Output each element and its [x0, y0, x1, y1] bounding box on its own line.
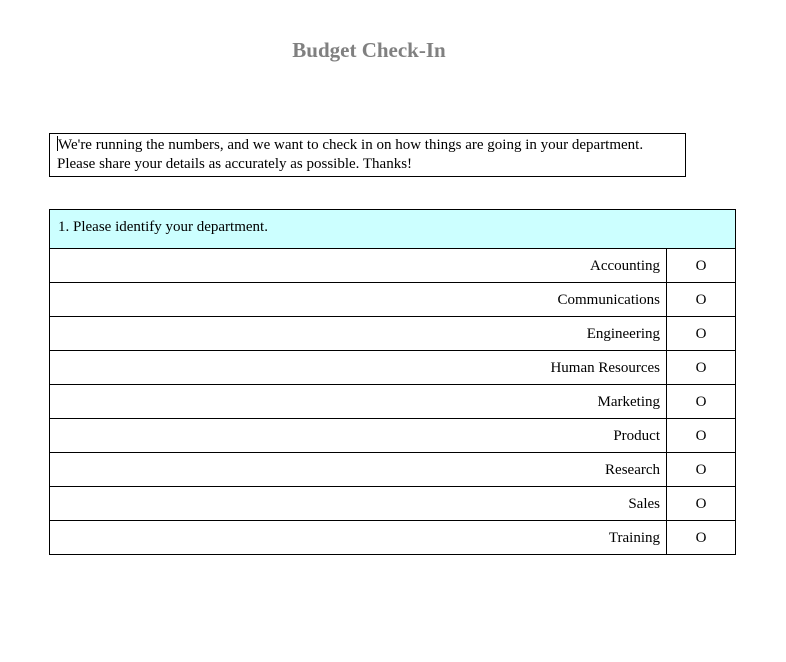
option-row-product	[50, 419, 735, 453]
radio-sales[interactable]: O	[695, 496, 707, 512]
option-label-research: Research	[50, 453, 667, 486]
question-label: 1. Please identify your department.	[50, 210, 735, 249]
option-label-training: Training	[50, 521, 667, 554]
option-row-engineering	[50, 317, 735, 351]
radio-product[interactable]: O	[695, 428, 707, 444]
radio-training[interactable]: O	[695, 530, 707, 546]
option-row-training	[50, 521, 735, 554]
radio-human-resources[interactable]: O	[695, 360, 707, 376]
option-row-communications	[50, 283, 735, 317]
option-row-sales	[50, 487, 735, 521]
intro-text: We're running the numbers, and we want to check in on how things are going in your department. Please share your details as accurately as possible. Thanks!	[57, 137, 644, 172]
option-label-marketing: Marketing	[50, 385, 667, 418]
radio-research[interactable]: O	[695, 462, 707, 478]
form-title: Budget Check-In	[292, 38, 446, 62]
radio-communications[interactable]: O	[695, 292, 707, 308]
intro-text-box[interactable]	[49, 133, 686, 177]
radio-accounting[interactable]: O	[695, 258, 707, 274]
question-department	[49, 209, 736, 555]
option-row-human-resources	[50, 351, 735, 385]
option-label-communications: Communications	[50, 283, 667, 316]
option-row-research	[50, 453, 735, 487]
radio-engineering[interactable]: O	[695, 326, 707, 342]
option-row-marketing	[50, 385, 735, 419]
option-label-accounting: Accounting	[50, 249, 667, 282]
option-row-accounting	[50, 249, 735, 283]
option-label-human-resources: Human Resources	[50, 351, 667, 384]
option-label-engineering: Engineering	[50, 317, 667, 350]
radio-marketing[interactable]: O	[695, 394, 707, 410]
option-label-sales: Sales	[50, 487, 667, 520]
option-label-product: Product	[50, 419, 667, 452]
